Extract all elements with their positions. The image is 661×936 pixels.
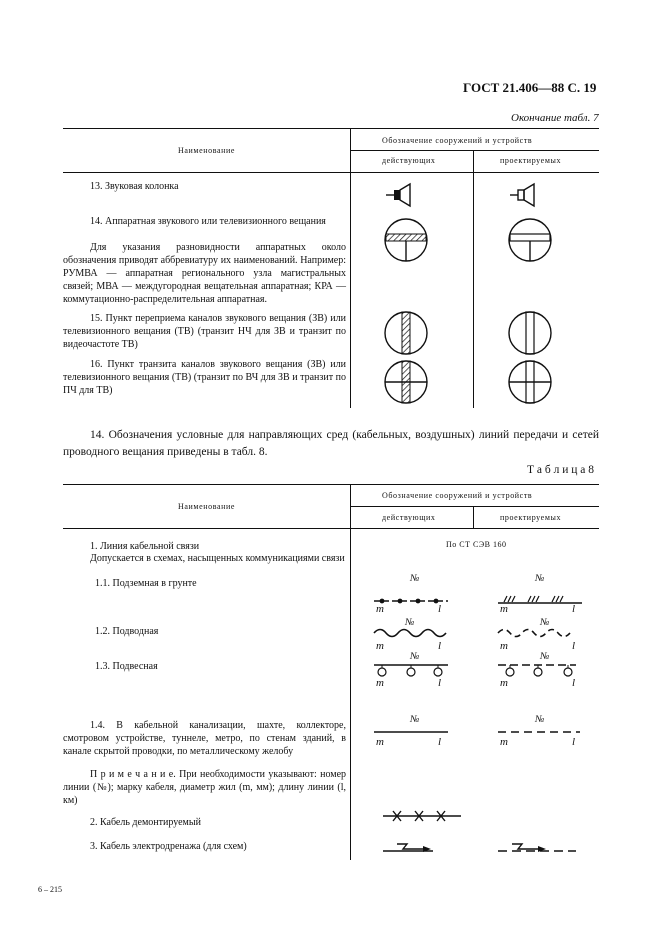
paragraph-14: 14. Обозначения условные для направляющих сред (кабельных, воздушных) линий передачи и сетей проводного вещания приведены в табл. 8. — [63, 429, 599, 458]
electrodrainage-cable-existing-icon — [383, 840, 435, 854]
sym-m-4-projected: m — [500, 736, 508, 748]
sym-no-3-existing: № — [410, 651, 420, 662]
sym-m-1-projected: m — [500, 603, 508, 615]
sym-l-1-existing: l — [438, 603, 442, 615]
sym-no-2-projected: № — [540, 617, 550, 628]
underground-line-existing-icon — [374, 596, 450, 606]
t8-note-label: П р и м е ч а н и е. — [90, 769, 176, 780]
t7-row16: 16. Пункт транзита каналов звукового вещания (ЗВ) или телевизионного вещания (ТВ) (транзит по ВЧ для ЗВ и транзит по ПЧ для ТВ) — [63, 359, 346, 396]
transit-point-existing-icon — [383, 359, 429, 405]
sym-m-3-projected: m — [500, 677, 508, 689]
t7-row14: 14. Аппаратная звукового или телевизионного вещания — [90, 216, 326, 227]
sym-no-1-existing: № — [410, 573, 420, 584]
sym-m-3-existing: m — [376, 677, 384, 689]
transit-point-projected-icon — [507, 359, 553, 405]
sym-no-4-existing: № — [410, 714, 420, 725]
table8-col-existing: действующих — [382, 513, 436, 522]
t8-note-text: При необходимости указывают: номер линии (№); марку кабеля, диаметр жил (m, мм); длину линии (l, км) — [63, 769, 347, 806]
table7-col-existing: действующих — [382, 156, 436, 165]
page-header: ГОСТ 21.406—88 С. 19 — [463, 80, 597, 95]
t8-row3: 3. Кабель электродренажа (для схем) — [90, 841, 247, 852]
table8-col-name: Наименование — [178, 502, 236, 511]
footer-code: 6 – 215 — [38, 885, 62, 894]
t7-row14-note: Для указания разновидности аппаратных около обозначения приводят аббревиатуру их наименований. Например: РУМВА — аппаратная регионального узла магистральных связей; МВА — междугородная вещательная аппаратная; КРА — коммутационно-распределительная аппаратная. — [63, 242, 346, 305]
sym-m-4-existing: m — [376, 736, 384, 748]
t7-row15: 15. Пункт переприема каналов звукового вещания (ЗВ) или телевизионного вещания (ТВ) (транзит НЧ для ЗВ и транзит по видеочастоте ТВ) — [63, 313, 346, 350]
relay-point-existing-icon — [383, 310, 429, 356]
t8-note — [63, 768, 346, 807]
underwater-line-existing-icon — [374, 626, 450, 640]
t8-row1-note: Допускается в схемах, насыщенных коммуникациями связи — [90, 553, 345, 564]
t8-row1-4: 1.4. В кабельной канализации, шахте, коллекторе, смотровом устройстве, туннеле, метро, по стенам зданий, в канале скрытой проводки, по металлическому желобу — [63, 720, 346, 757]
sym-l-2-projected: l — [572, 640, 576, 652]
electrodrainage-cable-projected-icon — [498, 840, 578, 854]
t8-row1-3: 1.3. Подвесная — [95, 661, 158, 672]
underwater-line-projected-icon — [498, 626, 578, 640]
apparatus-projected-icon — [507, 217, 553, 263]
table8-col-designation: Обозначение сооружений и устройств — [382, 491, 533, 500]
sym-no-2-existing: № — [405, 617, 415, 628]
t8-row1-1: 1.1. Подземная в грунте — [95, 578, 197, 589]
sym-l-4-projected: l — [572, 736, 576, 748]
sym-l-2-existing: l — [438, 640, 442, 652]
sym-no-4-projected: № — [535, 714, 545, 725]
sym-m-1-existing: m — [376, 603, 384, 615]
sym-no-1-projected: № — [535, 573, 545, 584]
table7-col-name: Наименование — [178, 146, 236, 155]
sym-m-2-projected: m — [500, 640, 508, 652]
table7-col-projected: проектируемых — [500, 156, 562, 165]
t8-row1-2: 1.2. Подводная — [95, 626, 159, 637]
sym-l-4-existing: l — [438, 736, 442, 748]
sym-no-3-projected: № — [540, 651, 550, 662]
aerial-line-projected-icon — [498, 662, 578, 678]
sym-l-1-projected: l — [572, 603, 576, 615]
t8-row2: 2. Кабель демонтируемый — [90, 817, 201, 828]
table8-caption: Т а б л и ц а 8 — [527, 464, 595, 476]
duct-line-existing-icon — [374, 730, 450, 734]
t7-row13: 13. Звуковая колонка — [90, 181, 179, 192]
sym-l-3-projected: l — [572, 677, 576, 689]
sym-l-3-existing: l — [438, 677, 442, 689]
apparatus-existing-icon — [383, 217, 429, 263]
speaker-column-projected-icon — [510, 182, 550, 208]
dismantled-cable-icon — [383, 809, 463, 823]
table7-caption: Окончание табл. 7 — [511, 112, 599, 124]
duct-line-projected-icon — [498, 730, 582, 734]
aerial-line-existing-icon — [374, 662, 450, 678]
table8-col-projected: проектируемых — [500, 513, 562, 522]
t8-row1: 1. Линия кабельной связи — [90, 541, 200, 552]
standard-ref: По СТ СЭВ 160 — [446, 540, 507, 549]
relay-point-projected-icon — [507, 310, 553, 356]
table7-col-designation: Обозначение сооружений и устройств — [382, 136, 533, 145]
underground-line-projected-icon — [498, 592, 584, 606]
speaker-column-existing-icon — [386, 182, 426, 208]
sym-m-2-existing: m — [376, 640, 384, 652]
